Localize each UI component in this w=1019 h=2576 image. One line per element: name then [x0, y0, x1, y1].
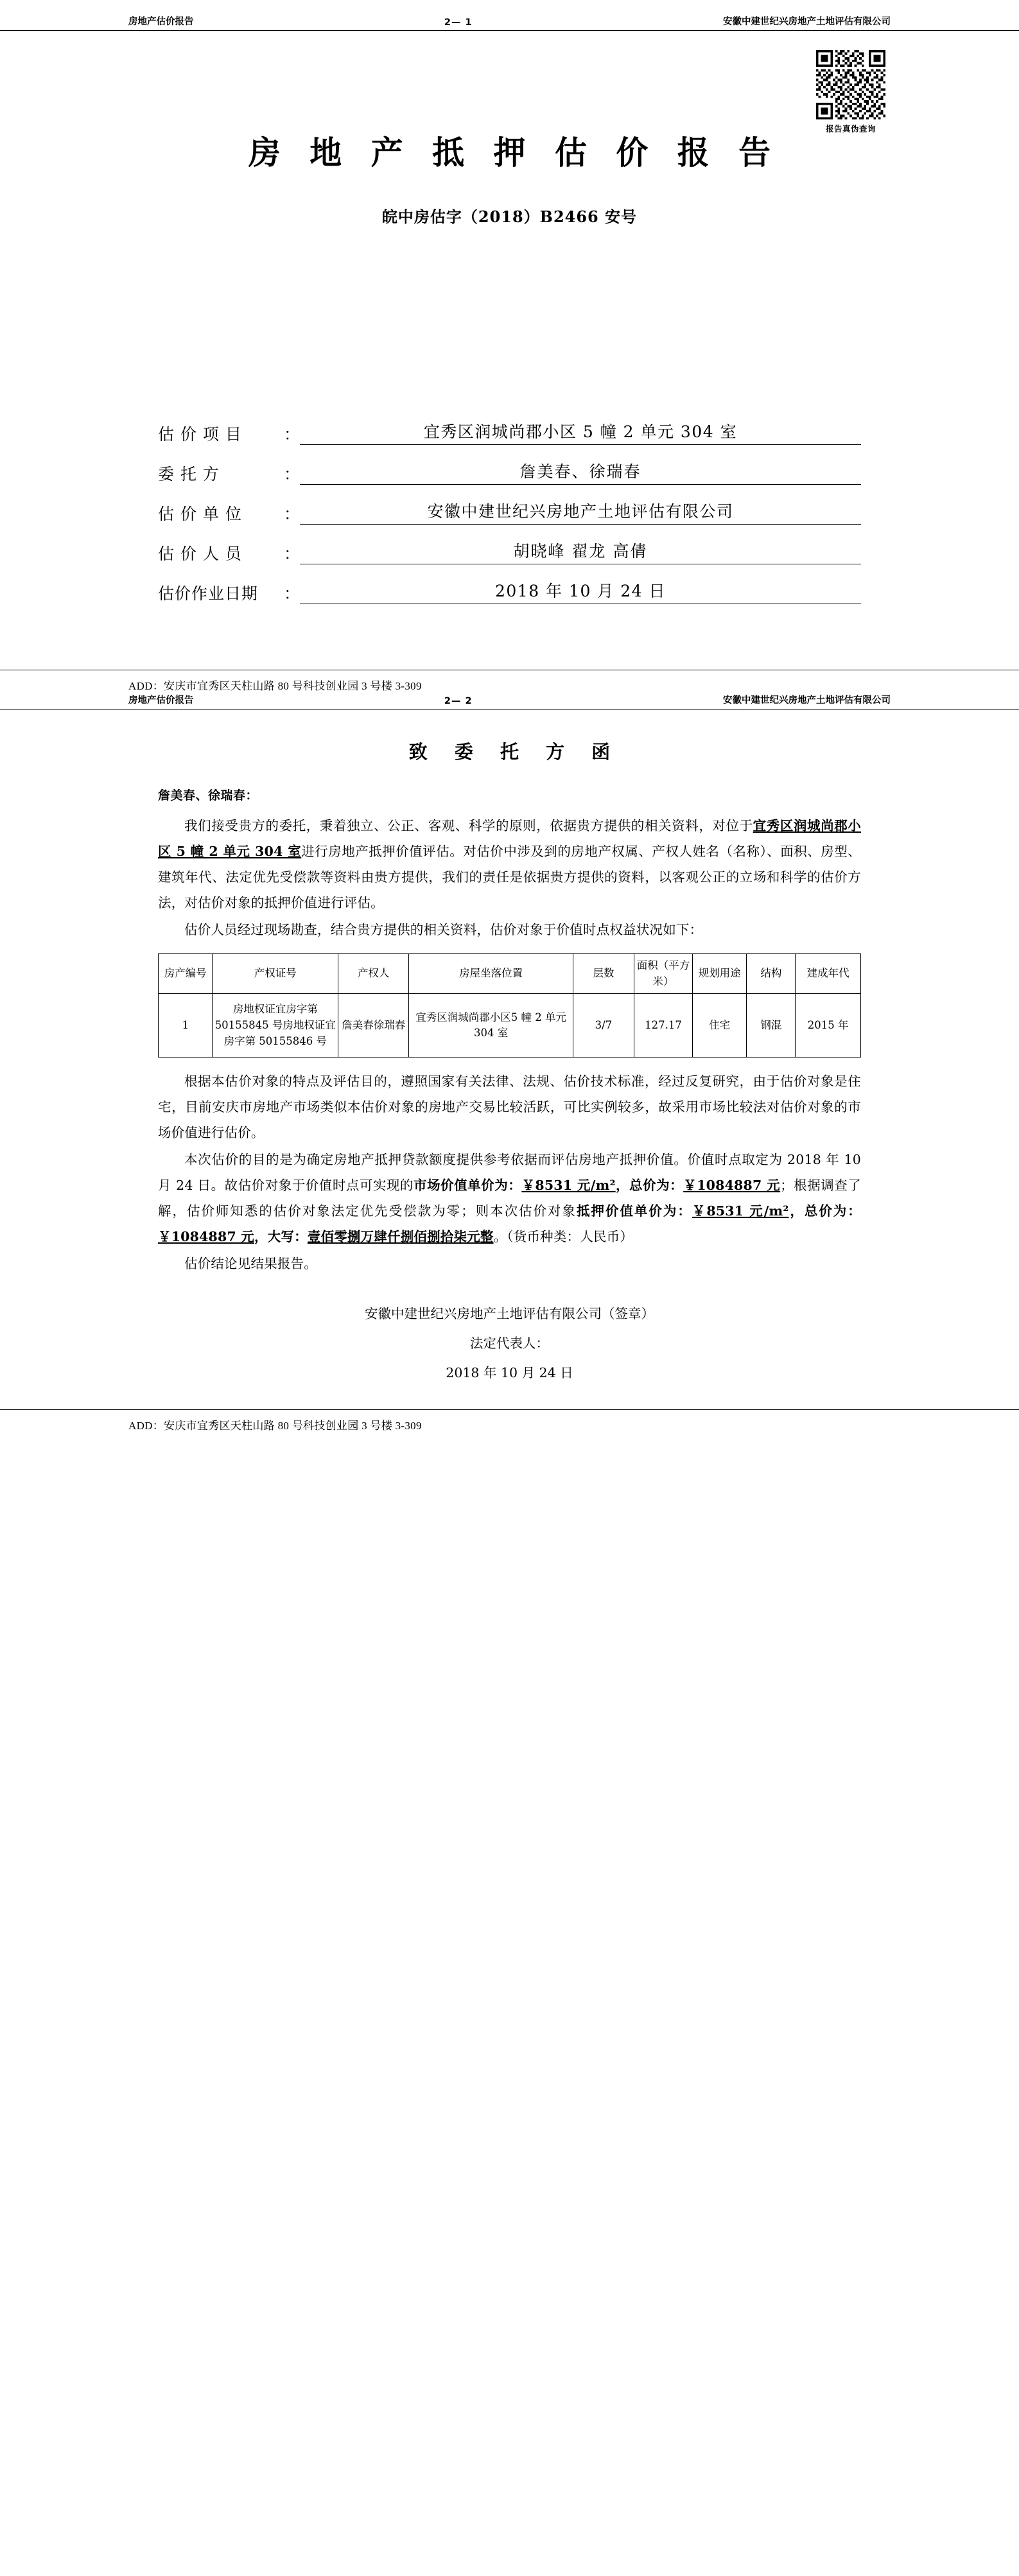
- field-client-value: 詹美春、徐瑞春: [300, 459, 861, 485]
- p4-part-o: 。（货币种类：人民币）: [493, 1229, 634, 1245]
- p4-part-g: ；根据调查了解，估价师知悉的估价对象法定优先受偿款为零；则本次估价对象: [158, 1178, 862, 1219]
- letter-title: 致 委 托 方 函: [408, 741, 621, 763]
- cell-cert: 房地权证宜房字第 50155845 号房地权证宜房字第 50155846 号: [213, 994, 338, 1057]
- col-use: 规划用途: [692, 953, 746, 994]
- field-appraisal-company-label: 估 价 单 位: [158, 505, 242, 523]
- letter-body: [158, 786, 861, 943]
- p1-property-address: 宜秀区润城尚郡小区 5 幢 2 单元 304 室: [158, 818, 861, 859]
- p4-mortgage-total-price: ￥1084887 元: [158, 1229, 254, 1245]
- p4-market-value-label: 市场价值: [414, 1178, 468, 1194]
- paragraph-site-survey: 估价人员经过现场勘查，结合贵方提供的相关资料，估价对象于价值时点权益状况如下：: [184, 921, 703, 937]
- paragraph-method: 根据本估价对象的特点及评估目的，遵照国家有关法律、法规、估价技术标准，经过反复研究，由于估价对象是住宅，目前安庆市房地产市场类似本估价对象的房地产交易比较活跃，可比实例较多，故采用市场比较法对估价对象的市场价值进行估价。: [158, 1074, 861, 1141]
- col-location: 房屋坐落位置: [409, 953, 573, 994]
- p4-part-a: 本次估价的目的是为确定房地产抵押贷款额度提供参考依据而评估房地产抵押价值。价值时点取定为 2018 年 10 月 24 日。故估价对象于价值时点可实现的: [158, 1152, 861, 1194]
- paragraph-see-result-report: 估价结论见结果报告。: [184, 1256, 317, 1272]
- running-header-letter: [0, 693, 1019, 709]
- qr-code-icon[interactable]: [816, 50, 885, 119]
- field-appraisers-label: 估 价 人 员: [158, 544, 242, 563]
- field-project: [158, 419, 861, 445]
- qr-caption: 报告真伪查询: [825, 124, 876, 134]
- p4-market-unit-price: ￥8531 元/m²: [521, 1178, 616, 1194]
- p4-part-k: ，总价为：: [788, 1203, 861, 1219]
- cell-structure: 钢混: [747, 994, 796, 1057]
- running-header-cover: [0, 0, 1019, 31]
- field-project-label: 估 价 项 目: [158, 425, 242, 444]
- p4-part-m: ，大写：: [254, 1229, 308, 1245]
- footer-address-value: 安庆市宜秀区天柱山路 80 号科技创业园 3 号楼 3-309: [164, 680, 422, 692]
- field-appraisal-date: [158, 579, 861, 604]
- letter-body-continued: [158, 1069, 861, 1277]
- col-owner: 产权人: [338, 953, 409, 994]
- cell-no: 1: [159, 994, 213, 1057]
- field-appraisal-company-value: 安徽中建世纪兴房地产土地评估有限公司: [300, 499, 861, 525]
- table-header-row: [159, 953, 861, 994]
- footer-address-label: ADD：: [128, 680, 164, 692]
- p4-amount-in-words: 壹佰零捌万肆仟捌佰捌拾柒元整: [307, 1229, 494, 1245]
- salutation: 詹美春、徐瑞春：: [158, 788, 259, 803]
- field-colon: ：: [284, 584, 300, 603]
- p1-part-c: 进行房地产抵押价值评估。对估价中涉及到的房地产权属、产权人姓名（名称）、面积、房型、建筑年代、法定优先受偿款等资料由贵方提供，我们的责任是依据贵方提供的资料，以客观公正的立场和科学的估价方法，对估价对象的抵押价值进行评估。: [158, 843, 861, 910]
- field-appraisal-date-label: 估价作业日期: [158, 584, 259, 603]
- p4-mortgage-unit-price: ￥8531 元/m²: [692, 1203, 789, 1219]
- footer-address-letter: [0, 1409, 1019, 1432]
- property-table: [158, 953, 861, 1058]
- letter-page: [0, 693, 1019, 1432]
- field-colon: ：: [284, 505, 300, 523]
- cell-area: 127.17: [634, 994, 693, 1057]
- col-no: 房产编号: [159, 953, 213, 994]
- p4-part-c: 单价为：: [467, 1178, 522, 1194]
- cell-year: 2015 年: [796, 994, 861, 1057]
- running-header-right: 安徽中建世纪兴房地产土地评估有限公司: [722, 17, 891, 27]
- col-year: 建成年代: [796, 953, 861, 994]
- field-appraisal-company: [158, 499, 861, 525]
- field-client-label: 委 托 方: [158, 465, 220, 483]
- table-row: [159, 994, 861, 1057]
- p4-mortgage-value-label: 抵押价值: [577, 1203, 634, 1219]
- footer-address-value: 安庆市宜秀区天柱山路 80 号科技创业园 3 号楼 3-309: [164, 1420, 422, 1432]
- running-header-page-number: 2— 2: [444, 696, 473, 706]
- col-floor: 层数: [573, 953, 634, 994]
- col-cert: 产权证号: [213, 953, 338, 994]
- p4-part-i: 单价为：: [634, 1203, 692, 1219]
- page-title: 房 地 产 抵 押 估 价 报 告: [248, 134, 780, 171]
- document-code: 皖中房估字（2018）B2466 安号: [381, 207, 638, 226]
- signature-block: [158, 1299, 861, 1388]
- running-header-right: 安徽中建世纪兴房地产土地评估有限公司: [722, 695, 891, 706]
- signature-company: 安徽中建世纪兴房地产土地评估有限公司（签章）: [365, 1306, 654, 1322]
- signature-legal-representative: 法定代表人：: [470, 1336, 549, 1352]
- cell-use: 住宅: [692, 994, 746, 1057]
- paragraph-conclusion: [158, 1147, 861, 1250]
- field-appraisal-date-value: 2018 年 10 月 24 日: [300, 579, 861, 604]
- running-header-left: 房地产估价报告: [128, 17, 194, 27]
- field-colon: ：: [284, 544, 300, 563]
- field-project-value: 宜秀区润城尚郡小区 5 幢 2 单元 304 室: [300, 419, 861, 445]
- signature-date: 2018 年 10 月 24 日: [446, 1365, 573, 1381]
- cover-field-list: [158, 419, 861, 604]
- paragraph-engagement: [158, 814, 861, 916]
- col-structure: 结构: [747, 953, 796, 994]
- p4-part-e: ，总价为：: [615, 1178, 684, 1194]
- running-header-left: 房地产估价报告: [128, 695, 194, 706]
- footer-address-label: ADD：: [128, 1420, 164, 1432]
- field-colon: ：: [284, 465, 300, 483]
- cell-location: 宜秀区润城尚郡小区5 幢 2 单元 304 室: [409, 994, 573, 1057]
- footer-address-cover: [0, 670, 1019, 693]
- field-colon: ：: [284, 425, 300, 444]
- cell-owner: 詹美春徐瑞春: [338, 994, 409, 1057]
- field-appraisers: [158, 539, 861, 564]
- field-client: [158, 459, 861, 485]
- col-area: 面积（平方米）: [634, 953, 693, 994]
- cover-page: [0, 0, 1019, 693]
- cell-floor: 3/7: [573, 994, 634, 1057]
- field-appraisers-value: 胡晓峰 翟龙 高倩: [300, 539, 861, 564]
- qr-code-block: [816, 50, 885, 134]
- p1-part-a: 我们接受贵方的委托，秉着独立、公正、客观、科学的原则，依据贵方提供的相关资料，对位于: [184, 818, 753, 833]
- running-header-page-number: 2— 1: [444, 17, 473, 28]
- p4-market-total-price: ￥1084887 元: [683, 1178, 781, 1194]
